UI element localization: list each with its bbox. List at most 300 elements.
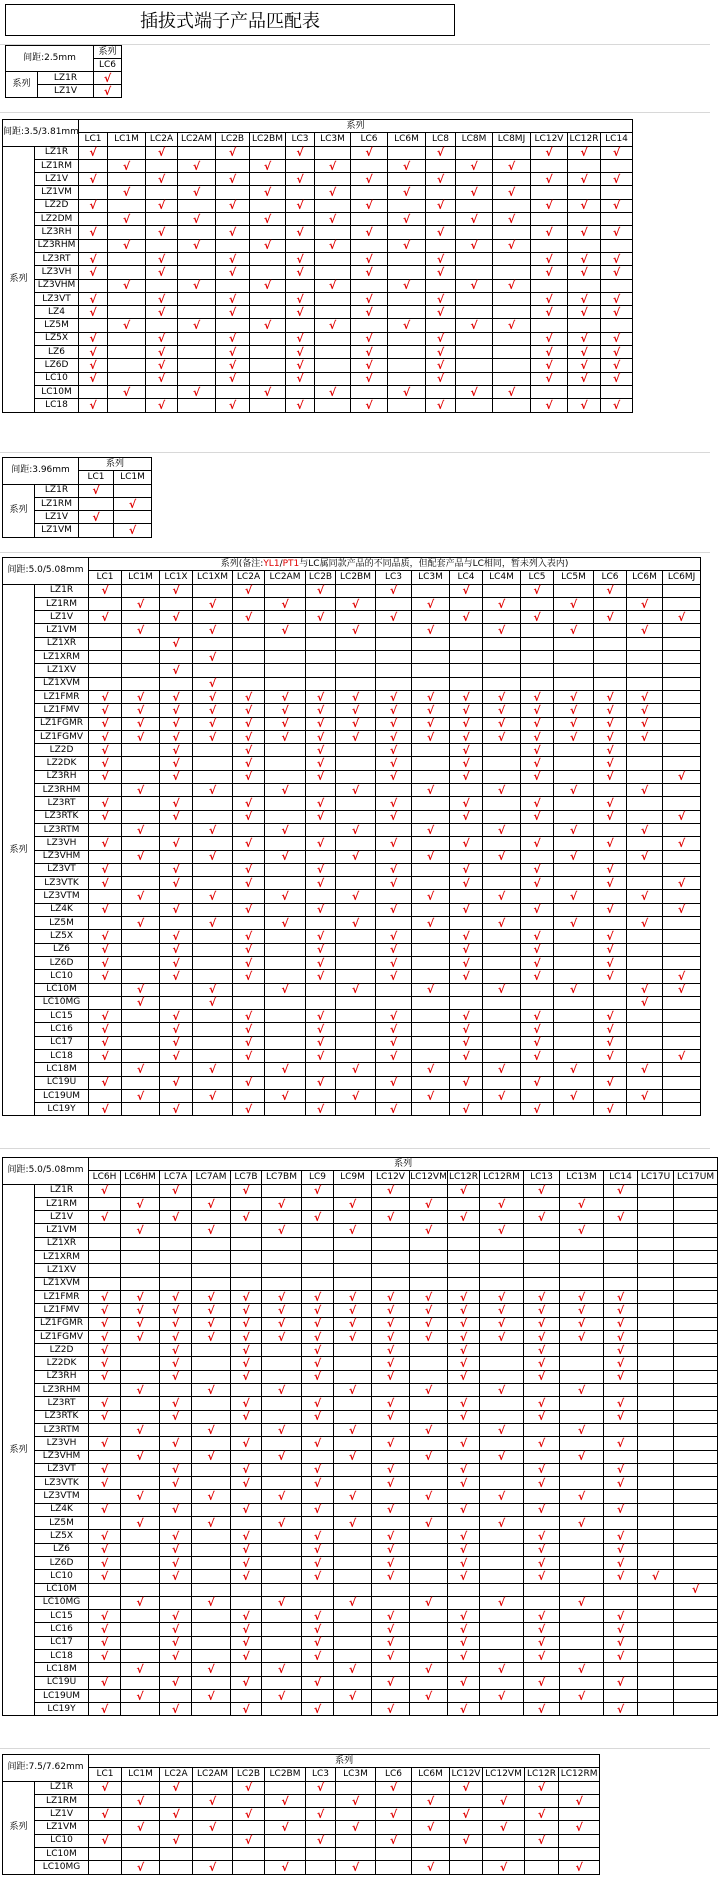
empty-cell [160,1063,193,1076]
empty-cell [554,930,594,943]
empty-cell [122,877,160,890]
table-row [3,943,701,956]
empty-cell [560,1251,604,1264]
empty-cell [456,306,493,319]
match-mark: √ [89,1076,122,1089]
empty-cell [265,863,306,876]
row-label: LZ1R [38,72,94,85]
empty-cell [450,890,483,903]
empty-cell [560,1397,604,1410]
match-mark: √ [121,1490,160,1503]
empty-cell [376,823,412,836]
column-header: LC2AM [265,571,306,584]
match-mark: √ [89,1703,121,1716]
column-header: LC1M [114,471,152,484]
match-mark: √ [336,1063,376,1076]
match-mark: √ [262,1304,302,1317]
empty-cell [410,1477,448,1490]
match-mark: √ [604,1463,638,1476]
match-mark: √ [594,730,627,743]
empty-cell [638,1211,674,1224]
match-mark: √ [315,279,351,292]
match-mark: √ [560,1596,604,1609]
empty-cell [450,983,483,996]
empty-cell [663,917,701,930]
match-mark: √ [231,1344,262,1357]
empty-cell [674,1610,718,1623]
match-mark: √ [233,810,265,823]
empty-cell [193,584,233,597]
empty-cell [160,1663,192,1676]
empty-cell [638,1370,674,1383]
empty-cell [674,1490,718,1503]
empty-cell [483,930,521,943]
match-mark: √ [315,159,351,172]
match-mark: √ [306,1834,336,1847]
match-mark: √ [594,1103,627,1116]
match-mark: √ [493,319,531,332]
empty-cell [193,1834,233,1847]
empty-cell [412,1781,450,1794]
match-mark: √ [524,1370,560,1383]
column-header: LC1 [89,1768,122,1781]
match-mark: √ [286,146,315,159]
empty-cell [627,651,663,664]
empty-cell [372,1596,410,1609]
empty-cell [604,1197,638,1210]
empty-cell [121,1649,160,1662]
match-mark: √ [231,1703,262,1716]
match-mark: √ [388,186,426,199]
empty-cell [351,319,388,332]
match-mark: √ [302,1477,334,1490]
match-mark: √ [604,1370,638,1383]
match-mark: √ [233,1036,265,1049]
match-mark: √ [493,239,531,252]
match-mark: √ [192,1423,231,1436]
empty-cell [638,1357,674,1370]
empty-cell [306,624,336,637]
empty-cell [336,584,376,597]
row-label: LZ3VTK [35,877,89,890]
empty-cell [336,1049,376,1062]
empty-cell [372,1197,410,1210]
match-mark: √ [160,757,193,770]
column-header: LC5 [521,571,554,584]
empty-cell [568,159,601,172]
table-row [3,1103,701,1116]
empty-cell [160,996,193,1009]
empty-cell [483,903,521,916]
empty-cell [302,1663,334,1676]
row-label: LZ1RM [35,1794,89,1807]
empty-cell [627,1103,663,1116]
empty-cell [89,1277,121,1290]
empty-cell [627,970,663,983]
empty-cell [79,186,108,199]
empty-cell [89,917,122,930]
empty-cell [192,1503,231,1516]
row-label: LZ4 [35,306,79,319]
match-mark: √ [524,1290,560,1303]
empty-cell [193,797,233,810]
match-mark: √ [302,1463,334,1476]
empty-cell [560,1437,604,1450]
match-mark: √ [601,146,633,159]
row-label: LZ6D [35,1556,89,1569]
empty-cell [674,1703,718,1716]
match-mark: √ [568,266,601,279]
match-mark: √ [531,346,568,359]
empty-cell [193,877,233,890]
empty-cell [450,784,483,797]
empty-cell [410,1623,448,1636]
empty-cell [627,797,663,810]
match-mark: √ [108,159,146,172]
match-mark: √ [450,1103,483,1116]
match-mark: √ [122,1861,160,1874]
empty-cell [265,930,306,943]
empty-cell [372,1251,410,1264]
empty-cell [674,1251,718,1264]
empty-cell [450,637,483,650]
empty-cell [663,996,701,1009]
empty-cell [193,903,233,916]
empty-cell [121,1277,160,1290]
empty-cell [265,744,306,757]
table-row [3,1503,718,1516]
match-mark: √ [525,1834,559,1847]
empty-cell [302,1264,334,1277]
empty-cell [193,1010,233,1023]
empty-cell [525,1848,559,1861]
row-label: LZ1VM [35,524,79,537]
match-mark: √ [480,1490,524,1503]
match-mark: √ [89,797,122,810]
match-mark: √ [372,1397,410,1410]
empty-cell [674,1530,718,1543]
empty-cell [79,319,108,332]
match-mark: √ [448,1530,480,1543]
match-mark: √ [79,372,108,385]
match-mark: √ [426,146,456,159]
empty-cell [122,970,160,983]
empty-cell [306,1794,336,1807]
match-mark: √ [450,903,483,916]
match-mark: √ [89,1676,121,1689]
empty-cell [121,1184,160,1197]
empty-cell [306,850,336,863]
match-mark: √ [160,704,193,717]
table-row [3,677,701,690]
empty-cell [524,1277,560,1290]
match-mark: √ [410,1663,448,1676]
empty-cell [601,385,633,398]
empty-cell [108,359,146,372]
match-mark: √ [388,159,426,172]
empty-cell [638,1277,674,1290]
match-mark: √ [568,306,601,319]
table-row [3,1583,718,1596]
empty-cell [594,784,627,797]
row-group-label: 系列 [3,1781,35,1874]
match-mark: √ [302,1410,334,1423]
empty-cell [376,784,412,797]
match-mark: √ [89,730,122,743]
empty-cell [663,823,701,836]
match-mark: √ [426,252,456,265]
match-mark: √ [663,1049,701,1062]
empty-cell [388,306,426,319]
empty-cell [233,823,265,836]
match-mark: √ [376,956,412,969]
column-header: LC12VM [410,1171,448,1184]
match-mark: √ [334,1517,372,1530]
empty-cell [89,637,122,650]
empty-cell [160,823,193,836]
match-mark: √ [262,1663,302,1676]
match-mark: √ [262,1423,302,1436]
match-mark: √ [594,930,627,943]
match-mark: √ [302,1397,334,1410]
empty-cell [483,1848,525,1861]
empty-cell [663,784,701,797]
empty-cell [521,850,554,863]
empty-cell [334,1636,372,1649]
match-mark: √ [122,823,160,836]
empty-cell [674,1437,718,1450]
row-label: LZ1XR [35,1237,89,1250]
empty-cell [265,797,306,810]
empty-cell [412,1848,450,1861]
empty-cell [79,524,114,537]
match-mark: √ [146,266,178,279]
match-mark: √ [450,863,483,876]
column-header: LC7A [160,1171,192,1184]
match-mark: √ [265,730,306,743]
match-mark: √ [79,146,108,159]
match-mark: √ [306,810,336,823]
empty-cell [521,651,554,664]
table-row [3,385,633,398]
match-mark: √ [146,359,178,372]
row-label: LZ3VH [35,266,79,279]
match-mark: √ [594,810,627,823]
empty-cell [663,1089,701,1102]
empty-cell [638,1517,674,1530]
match-mark: √ [192,1596,231,1609]
empty-cell [594,850,627,863]
empty-cell [192,1676,231,1689]
match-mark: √ [483,730,521,743]
match-mark: √ [604,1437,638,1450]
empty-cell [193,1036,233,1049]
empty-cell [674,1184,718,1197]
match-mark: √ [265,850,306,863]
match-mark: √ [89,1623,121,1636]
empty-cell [483,1049,521,1062]
table-row [3,983,701,996]
match-mark: √ [122,1821,160,1834]
empty-cell [306,983,336,996]
row-label: LZ1FGMV [35,730,89,743]
empty-cell [524,1384,560,1397]
empty-cell [306,651,336,664]
table-row [3,1517,718,1530]
match-mark: √ [233,1781,265,1794]
match-mark: √ [601,359,633,372]
table-row [3,1437,718,1450]
match-mark: √ [351,346,388,359]
empty-cell [388,372,426,385]
empty-cell [334,1463,372,1476]
match-mark: √ [480,1596,524,1609]
match-mark: √ [216,292,250,305]
empty-cell [450,1848,483,1861]
match-mark: √ [160,1477,192,1490]
match-mark: √ [160,664,193,677]
empty-cell [193,956,233,969]
match-mark: √ [94,85,122,98]
empty-cell [265,810,306,823]
table-row [3,1477,718,1490]
empty-cell [638,1676,674,1689]
match-mark: √ [265,597,306,610]
match-mark: √ [372,1211,410,1224]
empty-cell [108,266,146,279]
column-header: LC1X [160,571,193,584]
empty-cell [122,677,160,690]
empty-cell [480,1437,524,1450]
table-row [3,956,701,969]
match-mark: √ [594,704,627,717]
match-mark: √ [376,1010,412,1023]
column-header: LC6H [89,1171,121,1184]
match-mark: √ [336,1089,376,1102]
match-mark: √ [121,1224,160,1237]
match-mark: √ [114,497,152,510]
row-label: LZ1FMR [35,1290,89,1303]
row-label: LZ5X [35,332,79,345]
match-mark: √ [336,624,376,637]
match-mark: √ [410,1330,448,1343]
match-mark: √ [160,837,193,850]
match-mark: √ [121,1290,160,1303]
empty-cell [231,1237,262,1250]
match-mark: √ [262,1384,302,1397]
match-mark: √ [122,624,160,637]
empty-cell [560,1583,604,1596]
table-row [3,332,633,345]
row-label: LC10M [35,983,89,996]
match-mark: √ [450,690,483,703]
table-row [3,252,633,265]
match-mark: √ [265,1089,306,1102]
table-row [3,1049,701,1062]
match-mark: √ [351,399,388,412]
empty-cell [121,1410,160,1423]
empty-cell [524,1689,560,1702]
empty-cell [192,1463,231,1476]
empty-cell [121,1344,160,1357]
match-mark: √ [89,863,122,876]
empty-cell [554,996,594,1009]
empty-cell [412,770,450,783]
empty-cell [265,757,306,770]
match-mark: √ [160,1330,192,1343]
empty-cell [250,346,286,359]
empty-cell [674,1237,718,1250]
empty-cell [388,332,426,345]
empty-cell [554,970,594,983]
empty-cell [302,1517,334,1530]
empty-cell [193,611,233,624]
empty-cell [627,943,663,956]
empty-cell [79,279,108,292]
match-mark: √ [79,292,108,305]
match-mark: √ [560,1290,604,1303]
match-mark: √ [448,1437,480,1450]
empty-cell [122,1808,160,1821]
match-mark: √ [306,744,336,757]
match-mark: √ [306,730,336,743]
empty-cell [627,810,663,823]
empty-cell [302,1197,334,1210]
match-mark: √ [493,159,531,172]
match-mark: √ [233,956,265,969]
empty-cell [388,292,426,305]
match-mark: √ [663,970,701,983]
empty-cell [108,226,146,239]
match-mark: √ [89,943,122,956]
empty-cell [531,279,568,292]
table-row [3,917,701,930]
empty-cell [233,784,265,797]
match-mark: √ [89,1781,122,1794]
empty-cell [334,1543,372,1556]
empty-cell [122,810,160,823]
empty-cell [193,744,233,757]
match-mark: √ [306,970,336,983]
row-label: LC10MG [35,1596,89,1609]
match-mark: √ [554,704,594,717]
empty-cell [601,159,633,172]
match-mark: √ [306,903,336,916]
empty-cell [336,770,376,783]
empty-cell [233,651,265,664]
match-mark: √ [178,213,216,226]
empty-cell [286,319,315,332]
match-mark: √ [426,226,456,239]
empty-cell [627,1076,663,1089]
empty-cell [336,1808,376,1821]
row-label: LC10M [35,385,79,398]
empty-cell [372,1450,410,1463]
table-row [3,730,701,743]
empty-cell [521,996,554,1009]
empty-cell [674,1543,718,1556]
empty-cell [146,159,178,172]
column-header: LC8M [456,133,493,146]
empty-cell [638,1583,674,1596]
match-mark: √ [231,1610,262,1623]
match-mark: √ [160,1781,193,1794]
empty-cell [521,1063,554,1076]
match-mark: √ [521,930,554,943]
empty-cell [89,890,122,903]
match-mark: √ [594,1010,627,1023]
empty-cell [663,637,701,650]
